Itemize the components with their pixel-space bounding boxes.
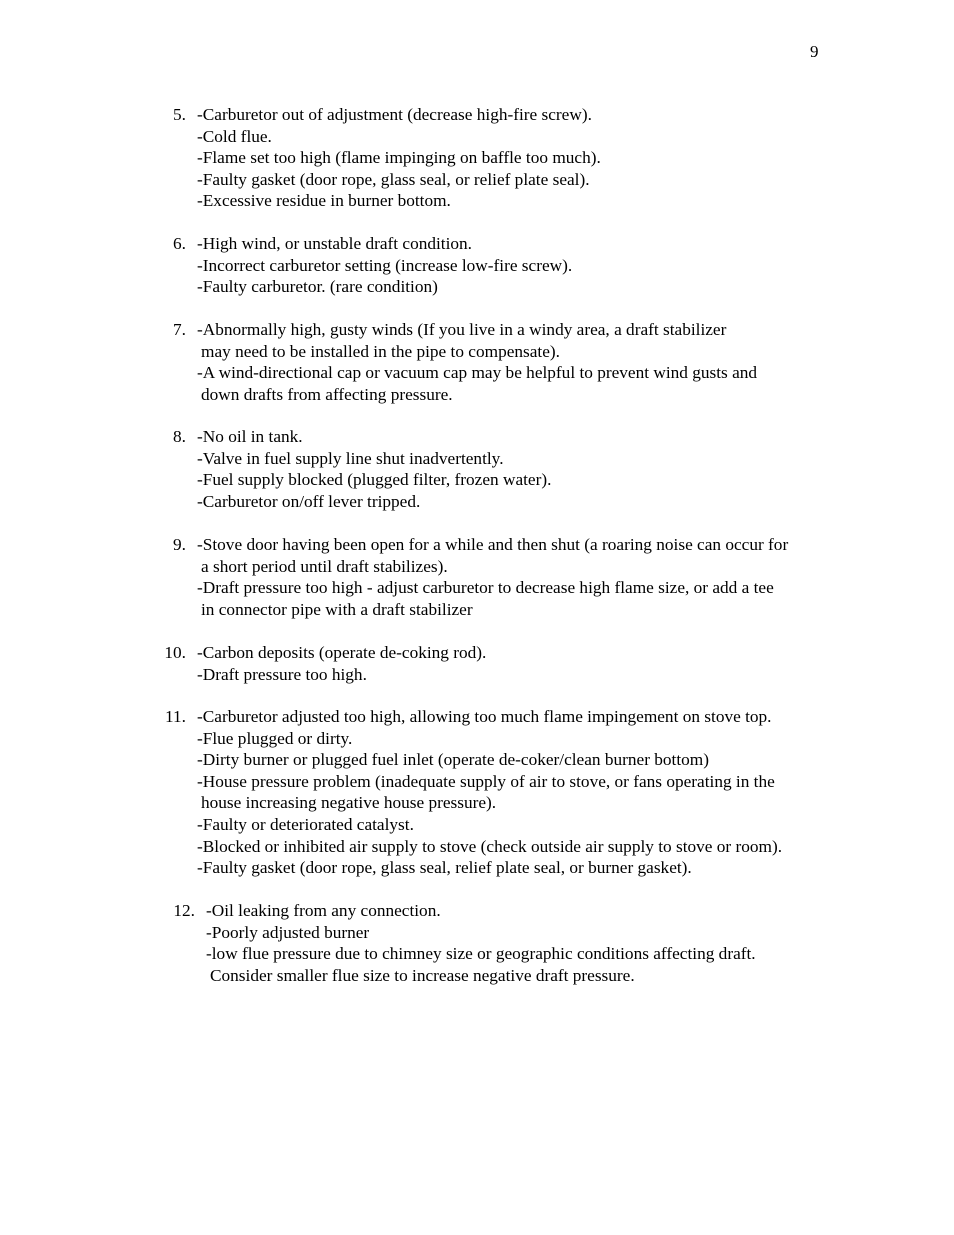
item-line: -low flue pressure due to chimney size or geographic conditions affecting draft. bbox=[206, 944, 756, 964]
item-line: -Excessive residue in burner bottom. bbox=[197, 191, 451, 211]
item-line: -Faulty gasket (door rope, glass seal, relief plate seal, or burner gasket). bbox=[197, 858, 692, 878]
item-line: -Carburetor out of adjustment (decrease high-fire screw). bbox=[197, 105, 592, 124]
item-line: -Abnormally high, gusty winds (If you live in a windy area, a draft stabilizer bbox=[197, 320, 727, 339]
item-line: -Faulty carburetor. (rare condition) bbox=[197, 277, 438, 297]
item-line: -Draft pressure too high - adjust carburetor to decrease high flame size, or add a tee bbox=[197, 578, 774, 598]
item-line: -Cold flue. bbox=[197, 126, 272, 146]
item-line: Consider smaller flue size to increase negative draft pressure. bbox=[210, 965, 635, 985]
item-line: -Oil leaking from any connection. bbox=[206, 901, 441, 920]
item-line: may need to be installed in the pipe to compensate). bbox=[201, 341, 560, 361]
item-number: 7. bbox=[173, 320, 186, 339]
item-line: -Valve in fuel supply line shut inadvertently. bbox=[197, 448, 504, 468]
item-number: 10. bbox=[164, 643, 186, 662]
item-number: 5. bbox=[173, 105, 186, 124]
item-line: -Fuel supply blocked (plugged filter, frozen water). bbox=[197, 470, 552, 490]
item-line: in connector pipe with a draft stabilizer bbox=[201, 599, 473, 619]
item-line: -Poorly adjusted burner bbox=[206, 922, 370, 942]
item-line: -Flame set too high (flame impinging on baffle too much). bbox=[197, 148, 601, 168]
item-line: -Carburetor adjusted too high, allowing too much flame impingement on stove top. bbox=[197, 707, 772, 726]
page-number: 9 bbox=[810, 42, 819, 61]
item-line: house increasing negative house pressure). bbox=[201, 793, 497, 813]
item-number: 6. bbox=[173, 234, 186, 253]
item-line: -Carburetor on/off lever tripped. bbox=[197, 491, 421, 511]
item-line: -High wind, or unstable draft condition. bbox=[197, 234, 473, 253]
item-number: 12. bbox=[173, 901, 195, 920]
item-line: -Flue plugged or dirty. bbox=[197, 728, 353, 748]
item-line: -House pressure problem (inadequate supply of air to stove, or fans operating in the bbox=[197, 771, 775, 791]
item-line: -No oil in tank. bbox=[197, 427, 303, 446]
item-line: -A wind-directional cap or vacuum cap may be helpful to prevent wind gusts and bbox=[197, 363, 758, 383]
item-line: -Incorrect carburetor setting (increase low-fire screw). bbox=[197, 255, 573, 275]
item-line: -Blocked or inhibited air supply to stove (check outside air supply to stove or room). bbox=[197, 836, 783, 856]
item-line: -Faulty gasket (door rope, glass seal, or relief plate seal). bbox=[197, 169, 590, 189]
item-line: -Draft pressure too high. bbox=[197, 664, 367, 684]
item-number: 8. bbox=[173, 427, 186, 446]
item-line: -Dirty burner or plugged fuel inlet (operate de-coker/clean burner bottom) bbox=[197, 750, 709, 770]
item-line: -Faulty or deteriorated catalyst. bbox=[197, 815, 414, 834]
item-number: 11. bbox=[165, 707, 186, 726]
item-number: 9. bbox=[173, 535, 186, 554]
item-line: -Stove door having been open for a while and then shut (a roaring noise can occur for bbox=[197, 535, 789, 554]
item-line: -Carbon deposits (operate de-coking rod). bbox=[197, 643, 487, 662]
item-line: a short period until draft stabilizes). bbox=[201, 556, 448, 576]
item-line: down drafts from affecting pressure. bbox=[201, 384, 453, 404]
